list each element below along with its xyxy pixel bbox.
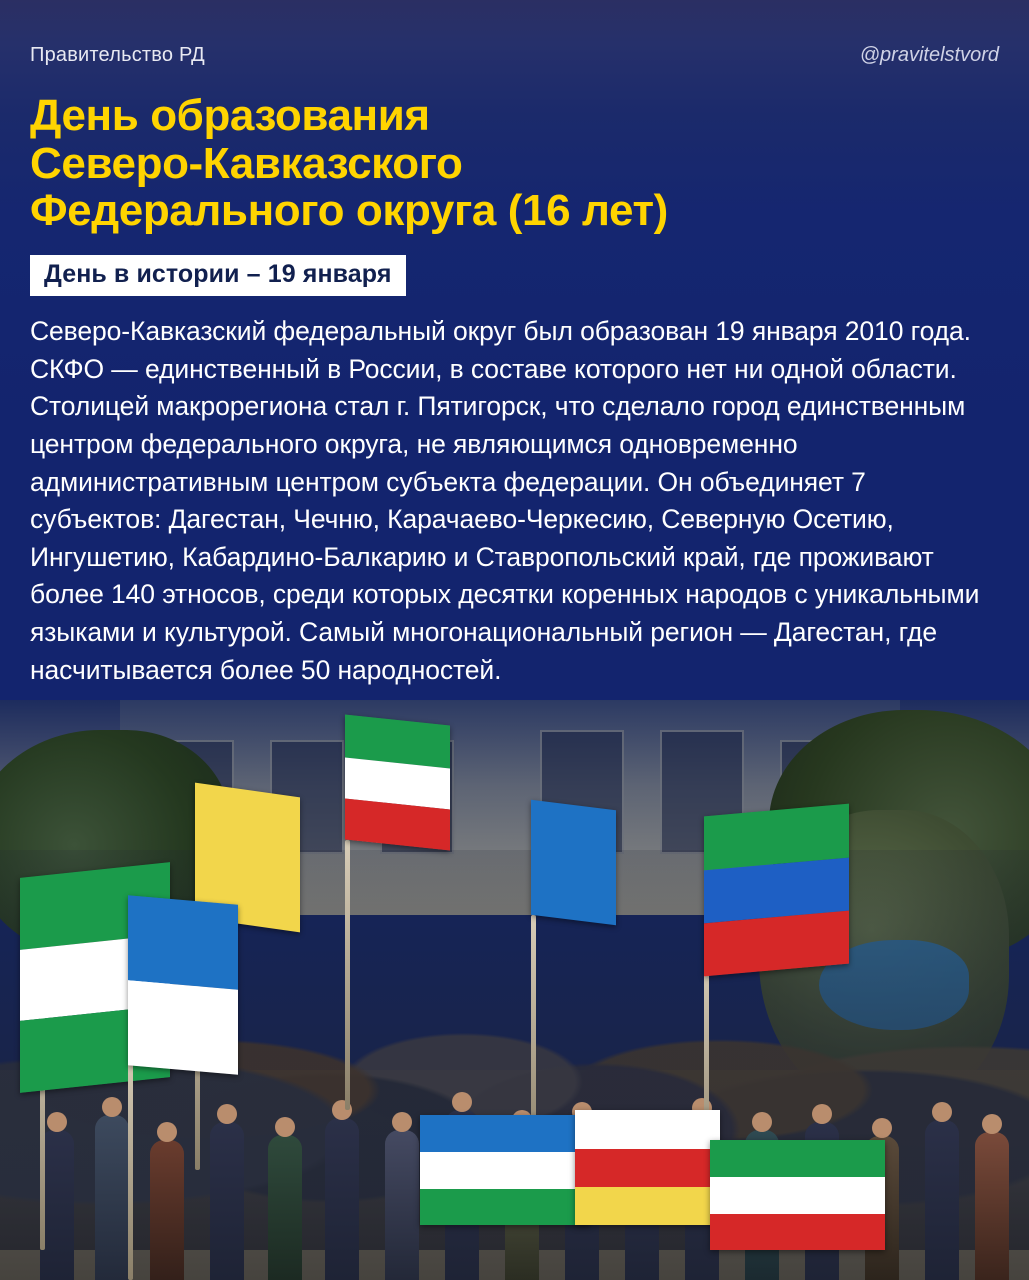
organization-name: Правительство РД (30, 43, 205, 66)
flag-pole (128, 1050, 133, 1280)
person-head (392, 1112, 412, 1132)
body-paragraph: Северо-Кавказский федеральный округ был образован 19 января 2010 года. СКФО — единственный в России, в составе которого нет ни одной области. Столицей макрорегиона стал г. Пятигорск, что сделало город единственным центром федерального округа, не являющимся одновременно административным центром субъекта федерации. Он объединяет 7 субъектов: Дагестан, Чечню, Карачаево-Черкесию, Северную Осетию, Ингушетию, Кабардино-Балкарию и Ставропольский край, где проживают более 140 этносов, среди которых десятки коренных народов с уникальными языками и культурой. Самый многонациональный регион — Дагестан, где насчитывается более 50 народностей. (30, 316, 980, 685)
crowd-person (95, 1115, 129, 1280)
crowd-person (325, 1118, 359, 1280)
person-head (217, 1104, 237, 1124)
flag-cloth (345, 714, 450, 850)
page-title (30, 92, 990, 235)
person-head (275, 1117, 295, 1137)
flag-cloth (128, 895, 238, 1075)
flag-cloth (710, 1140, 885, 1250)
person-head (102, 1097, 122, 1117)
crowd-person (385, 1130, 419, 1280)
person-head (452, 1092, 472, 1112)
person-head (812, 1104, 832, 1124)
person-head (872, 1118, 892, 1138)
crowd-person (268, 1135, 302, 1280)
crowd-person (150, 1140, 184, 1280)
person-head (982, 1114, 1002, 1134)
title-line-3: Федерального округа (16 лет) (30, 186, 668, 236)
photo-crowd-with-flags (0, 700, 1029, 1280)
crowd-person (210, 1122, 244, 1280)
crowd-person (40, 1130, 74, 1280)
flag-cloth (575, 1110, 720, 1225)
person-head (932, 1102, 952, 1122)
social-handle[interactable]: @pravitelstvord (859, 43, 999, 66)
title-line-2: Северо-Кавказского (30, 138, 463, 188)
flag-cloth (531, 800, 616, 925)
person-head (157, 1122, 177, 1142)
flag-pole (345, 840, 350, 1110)
title-line-1: День образования (30, 91, 430, 140)
crowd-person (925, 1120, 959, 1280)
flag-cloth (420, 1115, 590, 1225)
crowd-person (975, 1132, 1009, 1280)
flag-cloth (704, 804, 849, 977)
person-head (47, 1112, 67, 1132)
subtitle-badge: День в истории – 19 января (30, 255, 406, 296)
poster-header (0, 40, 1029, 70)
person-head (752, 1112, 772, 1132)
